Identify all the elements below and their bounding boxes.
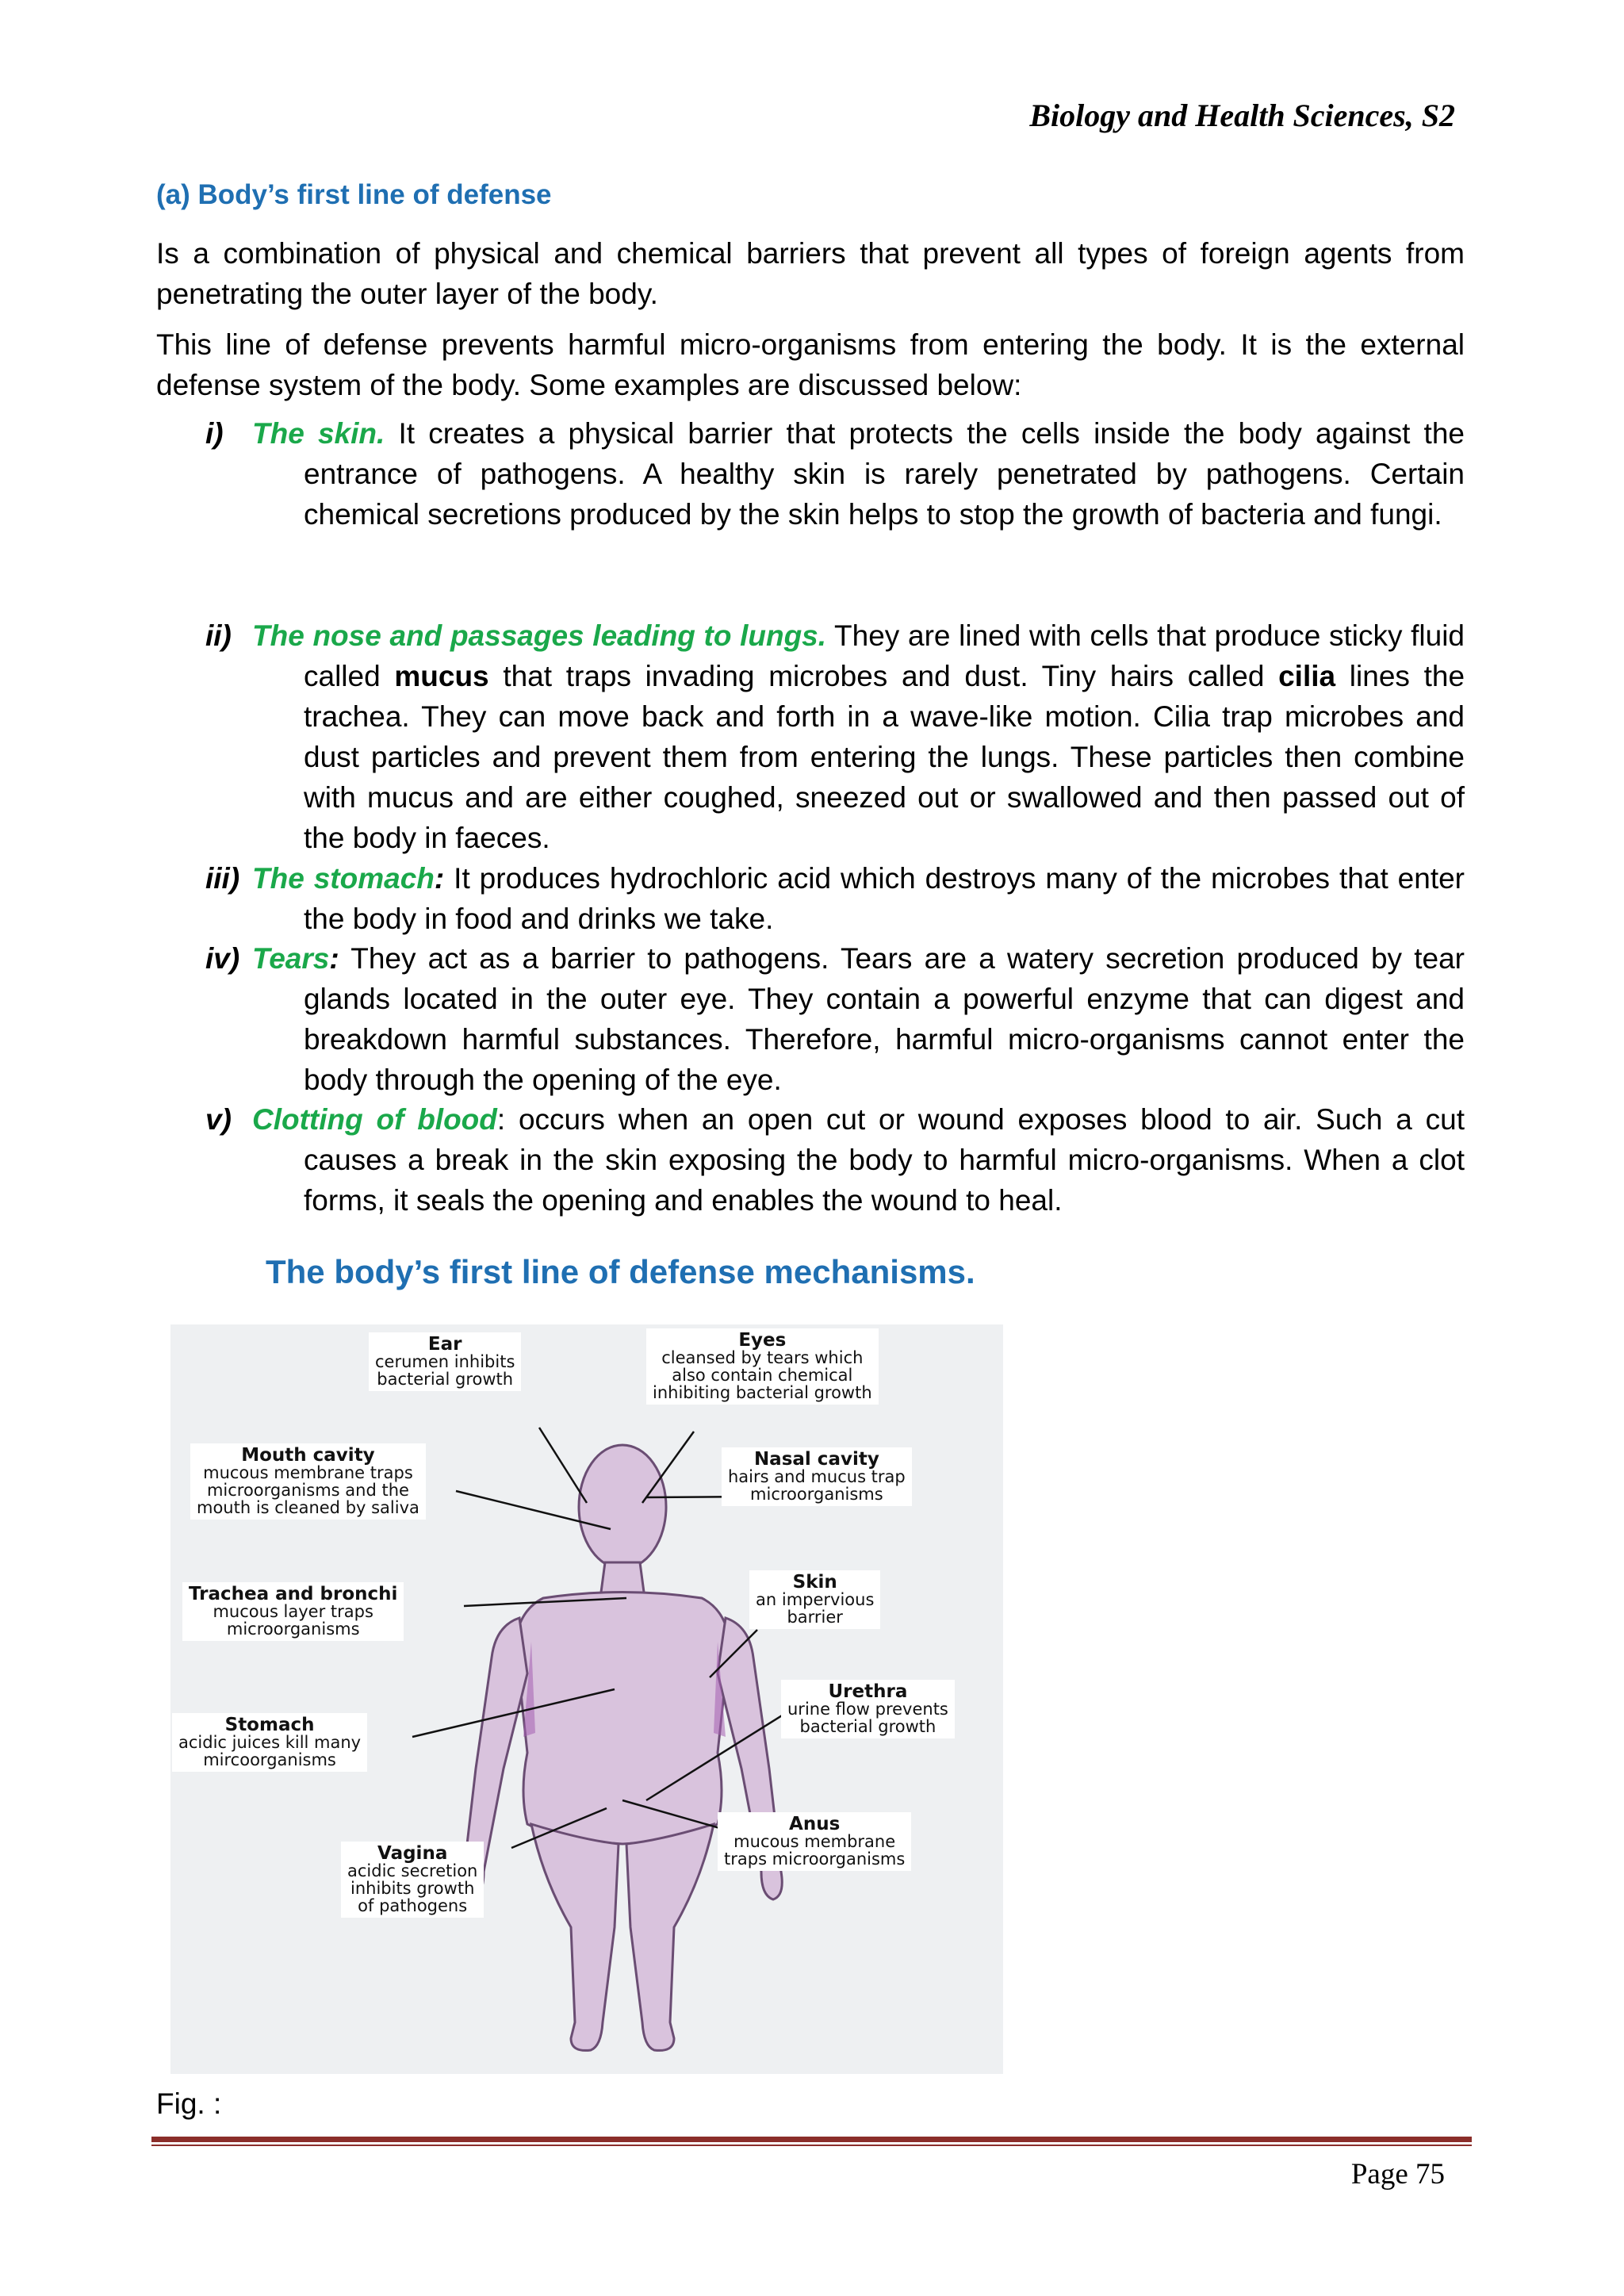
left-leg-shape — [531, 1824, 619, 2050]
item-text: The skin. It creates a physical barrier that protects the cells inside the body against the entrance of pathogens. A healthy skin is rarely penetrated by pathogens. Certain chemical secretions produced by the skin helps to stop the growth of bacteria and fungi. — [252, 417, 1465, 531]
footer-rule-thin — [151, 2145, 1472, 2146]
intro-paragraph: Is a combination of physical and chemical barriers that prevent all types of foreign agents from penetrating the outer layer of the body. — [156, 237, 1465, 310]
item-lead: Tears — [252, 942, 330, 975]
item-number: ii) — [205, 619, 232, 652]
list-item-skin — [156, 413, 1465, 535]
item-number: i) — [205, 417, 224, 450]
figure-title: The body’s first line of defense mechanisms. — [266, 1253, 975, 1290]
item-text: The stomach: It produces hydrochloric acid which destroys many of the microbes that enter the body in food and drinks we take. — [252, 862, 1465, 935]
label-mouth-cavity: Mouth cavity mucous membrane traps microorganisms and the mouth is cleaned by saliva — [190, 1443, 426, 1520]
description-paragraph: This line of defense prevents harmful micro-organisms from entering the body. It is the external defense system of the body. Some examples are discussed below: — [156, 328, 1465, 401]
head-shape — [579, 1445, 666, 1569]
item-number: iv) — [205, 942, 240, 975]
item-lead: The skin. — [252, 417, 385, 450]
label-trachea-bronchi: Trachea and bronchi mucous layer traps microorganisms — [182, 1582, 404, 1641]
body-defense-figure — [170, 1324, 1003, 2074]
label-nasal-cavity: Nasal cavity hairs and mucus trap microorganisms — [722, 1447, 912, 1506]
label-skin: Skin an impervious barrier — [749, 1570, 880, 1629]
label-anus: Anus mucous membrane traps microorganisms — [718, 1812, 911, 1871]
item-number: v) — [205, 1103, 232, 1136]
label-stomach: Stomach acidic juices kill many mircoorganisms — [172, 1713, 367, 1772]
section-title: (a) Body’s first line of defense — [156, 179, 552, 210]
list-item-nose — [156, 615, 1465, 858]
label-eyes: Eyes cleansed by tears which also contain chemical inhibiting bacterial growth — [646, 1328, 879, 1405]
item-number: iii) — [205, 862, 240, 895]
torso-shape — [515, 1593, 730, 1845]
list-item-tears — [156, 938, 1465, 1100]
right-leg-shape — [626, 1824, 714, 2050]
item-text: The nose and passages leading to lungs. They are lined with cells that produce sticky fluid called mucus that traps invading microbes and dust. Tiny hairs called cilia lines the trachea. They can move back and forth in a wave-like motion. Cilia trap microbes and dust particles and prevent them from entering the lungs. These particles then combine with mucus and are either coughed, sneezed out or swallowed and then passed out of the body in faeces. — [252, 619, 1465, 854]
running-header: Biology and Health Sciences, S2 — [1029, 98, 1455, 133]
page-number: Page 75 — [1350, 2158, 1445, 2191]
footer-rule — [151, 2137, 1472, 2142]
term-cilia: cilia — [1278, 660, 1336, 692]
item-text: Clotting of blood: occurs when an open cut or wound exposes blood to air. Such a cut causes a break in the skin exposing the body to harmful micro-organisms. When a clot forms, it seals the opening and enables the wound to heal. — [252, 1103, 1465, 1217]
label-vagina: Vagina acidic secretion inhibits growth of pathogens — [341, 1842, 484, 1918]
figure-caption: Fig. : — [156, 2087, 222, 2120]
item-lead: The nose and passages leading to lungs. — [252, 619, 827, 652]
item-lead: Clotting of blood — [252, 1103, 497, 1136]
item-lead: The stomach — [252, 862, 435, 895]
label-ear: Ear cerumen inhibits bacterial growth — [369, 1332, 521, 1391]
term-mucus: mucus — [394, 660, 489, 692]
list-item-clotting — [156, 1099, 1465, 1221]
label-urethra: Urethra urine flow prevents bacterial growth — [781, 1680, 955, 1738]
item-text: Tears: They act as a barrier to pathogens. Tears are a watery secretion produced by tear glands located in the outer eye. They contain a powerful enzyme that can digest and breakdown harmful substances. Therefore, harmful micro-organisms cannot enter the body through the opening of the eye. — [252, 942, 1465, 1096]
list-item-stomach — [156, 858, 1465, 939]
